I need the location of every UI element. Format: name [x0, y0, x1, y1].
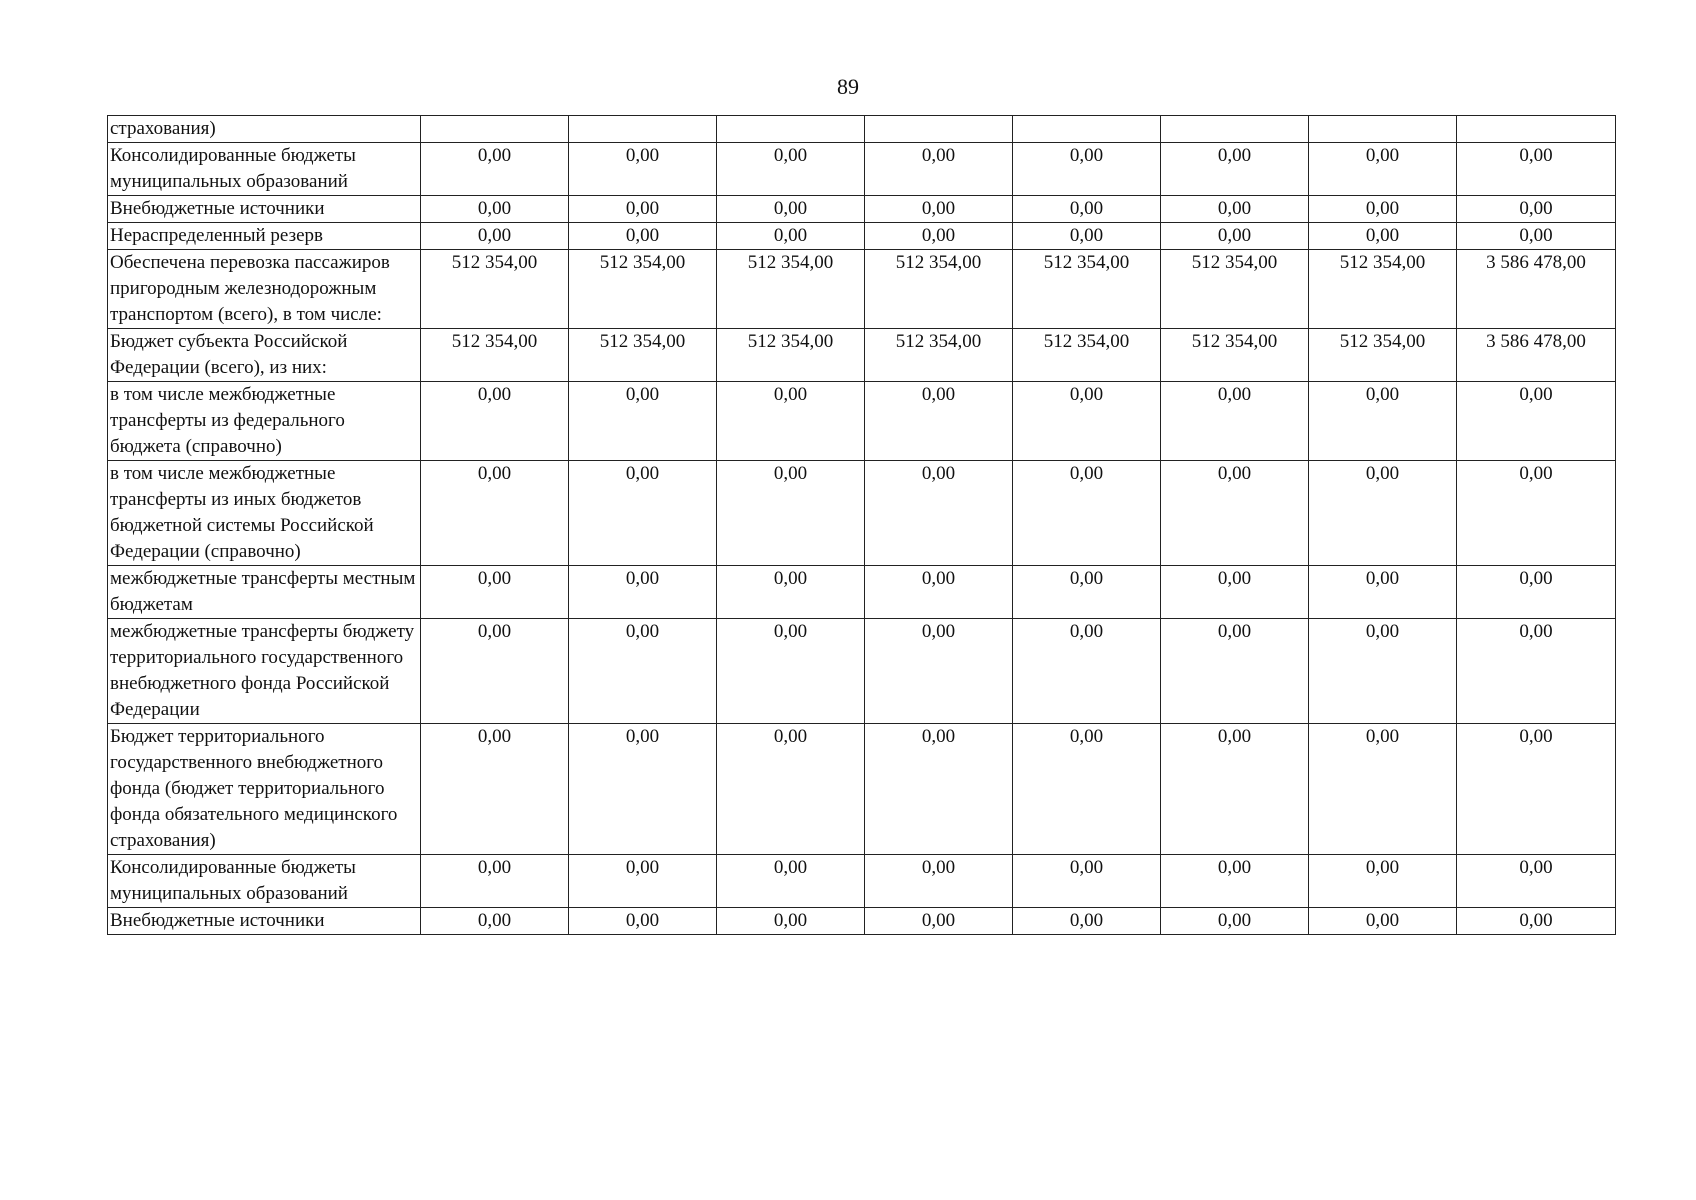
value-cell: 0,00: [1161, 223, 1309, 250]
value-cell: 0,00: [1013, 855, 1161, 908]
row-label: Внебюджетные источники: [108, 908, 421, 935]
value-cell: 0,00: [865, 566, 1013, 619]
value-cell: 0,00: [569, 196, 717, 223]
value-cell: 0,00: [1309, 461, 1457, 566]
value-cell: 0,00: [421, 223, 569, 250]
value-cell: 0,00: [1161, 566, 1309, 619]
value-cell: 0,00: [717, 223, 865, 250]
value-cell: 0,00: [865, 855, 1013, 908]
value-cell: 0,00: [1013, 619, 1161, 724]
table-row: [108, 196, 1616, 223]
value-cell: [1309, 116, 1457, 143]
value-cell: 0,00: [421, 461, 569, 566]
table-body: [108, 116, 1616, 935]
value-cell: 0,00: [717, 855, 865, 908]
table-row: [108, 382, 1616, 461]
table-row: [108, 724, 1616, 855]
value-cell: 0,00: [421, 566, 569, 619]
value-cell: [1457, 116, 1616, 143]
value-cell: [717, 116, 865, 143]
table-row: [108, 566, 1616, 619]
value-cell: 0,00: [865, 461, 1013, 566]
value-cell: 0,00: [1013, 566, 1161, 619]
value-cell: 512 354,00: [421, 329, 569, 382]
value-cell: 0,00: [1161, 143, 1309, 196]
value-cell: 512 354,00: [1013, 250, 1161, 329]
value-cell: 0,00: [1457, 143, 1616, 196]
value-cell: 512 354,00: [569, 250, 717, 329]
value-cell: [865, 116, 1013, 143]
table-row: [108, 143, 1616, 196]
value-cell: 0,00: [717, 619, 865, 724]
value-cell: 512 354,00: [717, 250, 865, 329]
row-label: Обеспечена перевозка пассажиров пригородным железнодорожным транспортом (всего), в том числе:: [108, 250, 421, 329]
value-cell: 512 354,00: [1161, 329, 1309, 382]
value-cell: 0,00: [569, 855, 717, 908]
table-row: [108, 908, 1616, 935]
value-cell: 0,00: [1309, 724, 1457, 855]
row-label: межбюджетные трансферты местным бюджетам: [108, 566, 421, 619]
budget-table: [107, 115, 1616, 935]
value-cell: 0,00: [569, 143, 717, 196]
value-cell: 0,00: [421, 382, 569, 461]
table-row: [108, 855, 1616, 908]
value-cell: 0,00: [421, 196, 569, 223]
row-label: Бюджет территориального государственного внебюджетного фонда (бюджет территориального фонда обязательного медицинского страхования): [108, 724, 421, 855]
value-cell: 512 354,00: [865, 329, 1013, 382]
value-cell: 0,00: [1309, 143, 1457, 196]
value-cell: 0,00: [717, 566, 865, 619]
value-cell: 0,00: [1161, 196, 1309, 223]
table-row: [108, 329, 1616, 382]
value-cell: 0,00: [1013, 223, 1161, 250]
value-cell: 0,00: [865, 223, 1013, 250]
row-label: Нераспределенный резерв: [108, 223, 421, 250]
row-label: в том числе межбюджетные трансферты из федерального бюджета (справочно): [108, 382, 421, 461]
value-cell: 0,00: [1309, 619, 1457, 724]
value-cell: 0,00: [865, 196, 1013, 223]
table-row: [108, 116, 1616, 143]
value-cell: 0,00: [421, 619, 569, 724]
value-cell: 0,00: [717, 196, 865, 223]
value-cell: 0,00: [1309, 223, 1457, 250]
value-cell: 0,00: [1013, 461, 1161, 566]
value-cell: 3 586 478,00: [1457, 250, 1616, 329]
value-cell: 0,00: [421, 724, 569, 855]
value-cell: [1013, 116, 1161, 143]
value-cell: 0,00: [569, 382, 717, 461]
value-cell: 0,00: [1013, 908, 1161, 935]
value-cell: 512 354,00: [1161, 250, 1309, 329]
value-cell: 0,00: [865, 382, 1013, 461]
value-cell: 0,00: [421, 908, 569, 935]
value-cell: 0,00: [569, 908, 717, 935]
value-cell: 0,00: [1013, 382, 1161, 461]
value-cell: 0,00: [569, 461, 717, 566]
row-label: межбюджетные трансферты бюджету территориального государственного внебюджетного фонда Российской Федерации: [108, 619, 421, 724]
value-cell: 0,00: [717, 382, 865, 461]
row-label: Консолидированные бюджеты муниципальных образований: [108, 143, 421, 196]
value-cell: 0,00: [1457, 196, 1616, 223]
value-cell: 0,00: [1013, 196, 1161, 223]
table-row: [108, 461, 1616, 566]
value-cell: 0,00: [421, 855, 569, 908]
value-cell: 0,00: [1457, 855, 1616, 908]
value-cell: 0,00: [865, 724, 1013, 855]
value-cell: 0,00: [1309, 382, 1457, 461]
value-cell: 0,00: [569, 619, 717, 724]
value-cell: 0,00: [1457, 382, 1616, 461]
table-row: [108, 223, 1616, 250]
value-cell: 512 354,00: [717, 329, 865, 382]
value-cell: 0,00: [1309, 566, 1457, 619]
value-cell: 512 354,00: [1309, 250, 1457, 329]
value-cell: 512 354,00: [569, 329, 717, 382]
row-label: Консолидированные бюджеты муниципальных образований: [108, 855, 421, 908]
value-cell: 0,00: [1457, 908, 1616, 935]
value-cell: 512 354,00: [1309, 329, 1457, 382]
value-cell: [1161, 116, 1309, 143]
value-cell: 0,00: [1161, 855, 1309, 908]
value-cell: 0,00: [569, 223, 717, 250]
value-cell: 0,00: [569, 566, 717, 619]
value-cell: [569, 116, 717, 143]
value-cell: 0,00: [1161, 461, 1309, 566]
value-cell: 3 586 478,00: [1457, 329, 1616, 382]
value-cell: 0,00: [1309, 196, 1457, 223]
value-cell: 0,00: [1309, 908, 1457, 935]
value-cell: 0,00: [1161, 908, 1309, 935]
value-cell: 0,00: [865, 619, 1013, 724]
value-cell: 0,00: [1161, 619, 1309, 724]
row-label: в том числе межбюджетные трансферты из иных бюджетов бюджетной системы Российской Федерации (справочно): [108, 461, 421, 566]
value-cell: 0,00: [569, 724, 717, 855]
value-cell: 0,00: [1457, 724, 1616, 855]
value-cell: 0,00: [1013, 724, 1161, 855]
row-label: Бюджет субъекта Российской Федерации (всего), из них:: [108, 329, 421, 382]
value-cell: 0,00: [1457, 223, 1616, 250]
value-cell: 0,00: [1013, 143, 1161, 196]
page-number: 89: [837, 74, 859, 99]
value-cell: 0,00: [717, 461, 865, 566]
value-cell: 0,00: [717, 143, 865, 196]
value-cell: 512 354,00: [865, 250, 1013, 329]
row-label: Внебюджетные источники: [108, 196, 421, 223]
value-cell: 0,00: [1457, 566, 1616, 619]
value-cell: 0,00: [421, 143, 569, 196]
value-cell: 0,00: [1161, 382, 1309, 461]
value-cell: 512 354,00: [1013, 329, 1161, 382]
value-cell: 0,00: [1161, 724, 1309, 855]
value-cell: 0,00: [1457, 461, 1616, 566]
value-cell: [421, 116, 569, 143]
table-row: [108, 619, 1616, 724]
value-cell: 0,00: [1457, 619, 1616, 724]
value-cell: 0,00: [865, 143, 1013, 196]
value-cell: 0,00: [717, 908, 865, 935]
value-cell: 0,00: [717, 724, 865, 855]
row-label: страхования): [108, 116, 421, 143]
value-cell: 0,00: [1309, 855, 1457, 908]
table-row: [108, 250, 1616, 329]
value-cell: 0,00: [865, 908, 1013, 935]
value-cell: 512 354,00: [421, 250, 569, 329]
